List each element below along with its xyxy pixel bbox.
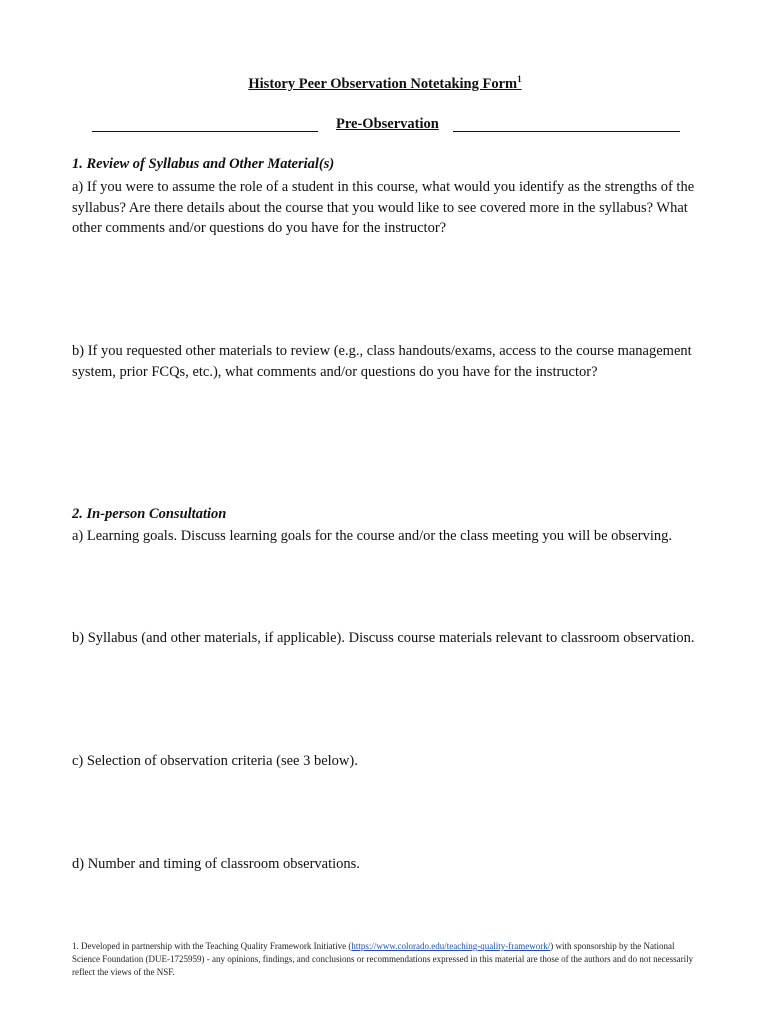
footnote-link[interactable]: https://www.colorado.edu/teaching-quality-framework/ [351,941,551,951]
section-1-question-a: a) If you were to assume the role of a student in this course, what would you identify as the strengths of the syllabus? Are there details about the course that you would like to see covered more in the syllabus? What other comments and/or questions do you have for the instructor? [72,179,695,236]
section-2-question-c: c) Selection of observation criteria (see 3 below). [72,753,358,769]
footnote-suffix: ) with sponsorship by the National Science Foundation (DUE-1725959) - any opinions, findings, and conclusions or recommendations expressed in this material are those of the authors and do not necessarily reflect the views of the NSF. [72,941,694,977]
section-2-question-d: d) Number and timing of classroom observations. [72,856,360,872]
pre-observation-heading: Pre-Observation [336,116,439,132]
footnote-prefix: 1. Developed in partnership with the Teaching Quality Framework Initiative ( [72,941,352,951]
section-1-heading: 1. Review of Syllabus and Other Material(s) [72,156,335,172]
heading-rule-left [92,131,318,132]
footnote [72,940,702,979]
section-2-question-b: b) Syllabus (and other materials, if applicable). Discuss course materials relevant to classroom observation. [72,630,695,646]
pre-observation-heading-row [0,116,770,136]
section-2-question-a: a) Learning goals. Discuss learning goals for the course and/or the class meeting you will be observing. [72,528,672,544]
form-title-text: History Peer Observation Notetaking Form [248,76,518,92]
form-title [0,76,770,93]
heading-rule-right [453,131,680,132]
section-1-question-b: b) If you requested other materials to review (e.g., class handouts/exams, access to the course management system, prior FCQs, etc.), what comments and/or questions do you have for the instructor? [72,343,692,380]
footnote-marker[interactable]: 1 [517,74,522,85]
section-2-heading: 2. In-person Consultation [72,506,227,522]
